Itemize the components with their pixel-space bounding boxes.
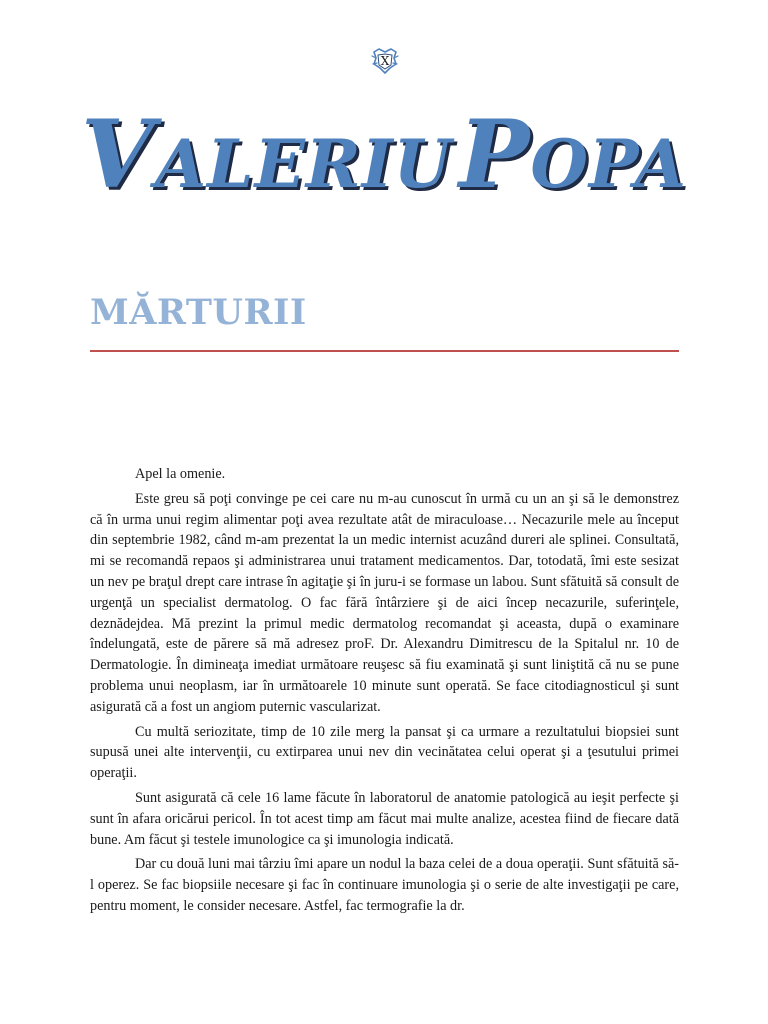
paragraph-1: Apel la omenie.	[135, 466, 226, 482]
shield-crest-icon	[370, 46, 400, 76]
body-text	[90, 464, 679, 921]
author-name	[0, 100, 768, 210]
author-first-rest: ALERIU	[154, 125, 453, 203]
author-first-initial: V	[81, 100, 155, 210]
author-last-initial: P	[458, 100, 531, 210]
document-title: MĂRTURII	[90, 292, 307, 333]
title-divider	[90, 350, 679, 352]
emblem-letter: X	[380, 54, 390, 68]
paragraph-4: Sunt asigurată că cele 16 lame făcute în laboratorul de anatomie patologică au ieşit perfecte şi sunt în afara oricărui pericol. În tot acest timp am făcut mai multe analize, acestea fiind de fiecare dată bune. Am făcut şi testele imunologice ca şi imunologia indicată.	[90, 789, 679, 848]
author-last-rest: OPA	[530, 125, 687, 203]
paragraph-5: Dar cu două luni mai târziu îmi apare un nodul la baza celei de a doua operaţii. Sunt sfătuită să-l operez. Se fac biopsiile necesare şi fac în continuare imunologia şi o serie de alte investigaţii pe care, pentru moment, le consider necesare. Astfel, fac termografie la dr.	[90, 856, 679, 914]
paragraph-3: Cu multă seriozitate, timp de 10 zile merg la pansat şi ca urmare a rezultatului biopsiei sunt supusă unei alte intervenţii, cu extirparea unui nev din vecinătatea celui operat şi a ţesutului primei operaţii.	[90, 723, 679, 782]
paragraph-2: Este greu să poţi convinge pe cei care nu m-au cunoscut în urmă cu un an şi să le demonstrez că în urma unui regim alimentar poţi avea rezultate atât de miraculoase… Necazurile mele au început din septembrie 1982, când m-am prezentat la un medic internist acuzând dureri ale splinei. Consultată, mi se recomandă repaos şi administrarea unui tratament medicamentos. Dar, totodată, îmi este sesizat un nev pe braţul drept care intrase în agitaţie şi în juru-i se formase un labou. Sunt sfătuită să consult de urgenţă un specialist dermatolog. O fac fără întârziere şi de aici încep necazurile, suferinţele, deznădejdea. Mă prezint la primul medic dermatolog recomandat şi aceasta, după o examinare îndelungată, este de părere să mă adresez proF. Dr. Alexandru Dimitrescu de la Spitalul nr. 10 de Dermatologie. În dimineaţa imediat următoare reuşesc să fiu examinată şi sunt liniştită că nu se pune problema unui neoplasm, iar în următoarele 10 minute sunt operată. Se face citodiagnosticul şi sunt asigurată că a fost un angiom puternic vascularizat.	[90, 490, 679, 715]
